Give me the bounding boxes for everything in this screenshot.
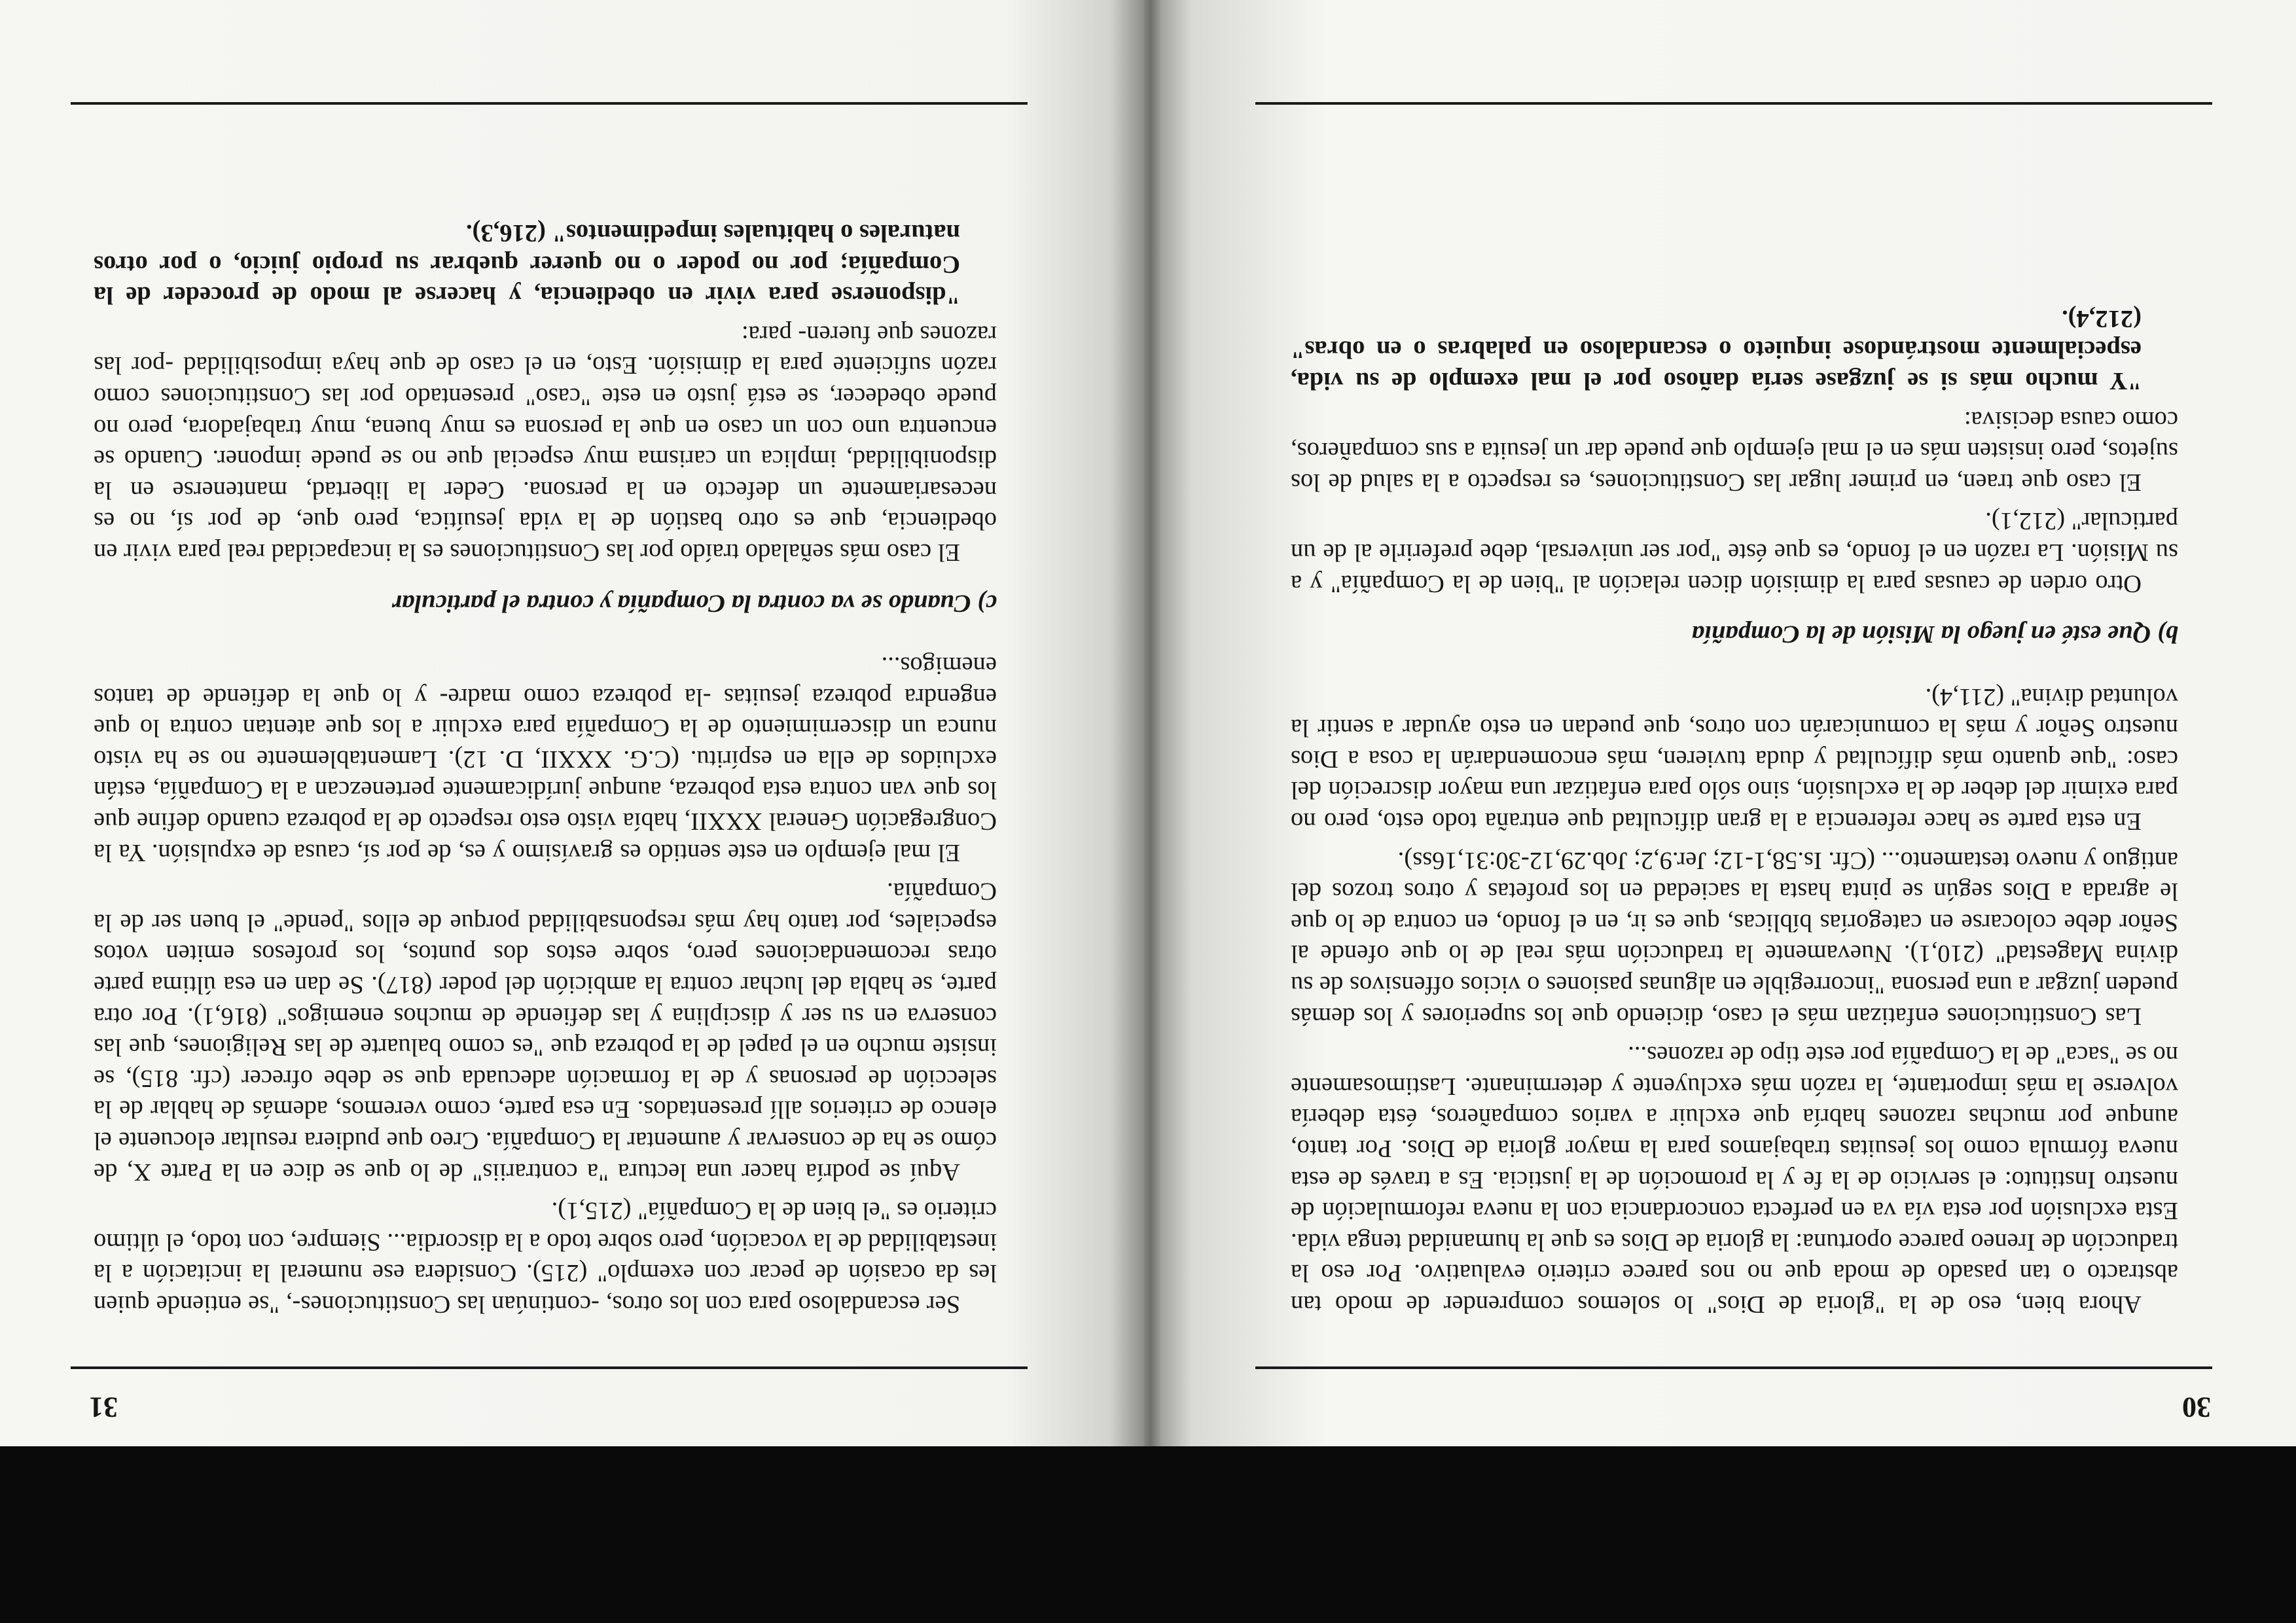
bottom-rule: [1255, 102, 2212, 105]
paragraph: El caso más señalado traído por las Constituciones es la incapacidad real para vivir en obediencia, que es otro bastión de la vida jesuítica, pero que, de por sí, no es necesariamente un defecto en la persona. Ceder la libertad, mantenerse en la disponibilidad, implica un carisma muy especial que no se puede imponer. Cuando se encuentra uno con un caso en que la persona es muy buena, muy trabajadora, pero no puede obedecer, se está justo en este "caso" presentado por las Constituciones como razón suficiente para la dimisión. Esto, en el caso de que haya imposibilidad -por las razones que fueren- para:: [94, 320, 997, 566]
paragraph: Las Constituciones enfatizan más el caso, diciendo que los superiores y los demás pueden juzgar a una persona "incorregible en algunas pasiones o vicios offensivos de su divina Magestad" (210,1). Nuevamente la traducción más real de lo que ofende al Señor debe colocarse en categorías bíblicas, que es ir, en el fondo, en contra de lo que le agrada a Dios según se pinta hasta la saciedad en los profetas y otros trozos del antiguo y nuevo testamento... (Cfr. Is.58,1-12; Jer.9,2; Job.29,12-30:31,16ss).: [1291, 846, 2178, 1030]
top-rule: [71, 1366, 1028, 1369]
page-number: 31: [89, 1391, 118, 1423]
scanner-bed: [0, 1446, 2296, 1623]
paragraph: En esta parte se hace referencia a la gran dificultad que entraña todo esto, pero no para eximir del deber de la exclusión, sino sólo para enfatizar una mayor discreción del caso: "que quanto más difícultad y duda tuvieren, más encomendarán la cosa a Dios nuestro Señor y más la comunicarán con otros, que puedan en esto ayudar a sentir la voluntad divina" (211,4).: [1291, 683, 2178, 836]
paragraph: Otro orden de causas para la dimisión dicen relación al "bien de la Compañía" y a su Misión. La razón en el fondo, es que éste "por ser universal, debe preferirle al de un particular" (212,1).: [1291, 507, 2178, 597]
paragraph: El mal ejemplo en este sentido es gravísimo y es, de por sí, causa de expulsión. Ya la Congregación General XXXII, había visto esto respecto de la pobreza cuando define que los que van contra esta pobreza, aunque jurídicamente pertenezcan a la Compañía, están excluidos de ella en espíritu. (C.G. XXXII, D. 12). Lamentablemente no se ha visto nunca un discernimiento de la Compañía para excluir a los que atentan contra lo que engendra pobreza jesuitas -la pobreza como madre- y lo que la defiende de tantos enemigos...: [94, 652, 997, 866]
page-number: 30: [2182, 1391, 2211, 1423]
section-heading: c) Cuando se va contra la Compañía y contra el particular: [391, 589, 997, 617]
block-quote: "Y mucho más si se juzgase sería dañoso por el mal exemplo de su vida, especialmente mostrándose inquieto o escandaloso en palabras o en obras" (212,4).: [1291, 304, 2142, 395]
paragraph: Ahora bien, eso de la "gloria de Dios" lo solemos comprender de modo tan abstracto o tan pasado de moda que no nos parece criterio evaluativo. Por eso la traducción de Ireneo parece oportuna: la gloria de Dios es que la humanidad tenga vida. Esta exclusión por esta vía va en perfecta concordancia con la nueva reformulación de nuestro Instituto: el servicio de la fe y la promoción de la justicia. Es a través de esta nueva fórmula como los jesuitas trabajamos para la mayor gloria de Dios. Por tanto, aunque por muchas razones habría que excluir a varios compañeros, ésta debería volverse la más importante, la razón más excluyente y determinante. Lastimosamente no se "saca" de la Compañía por este tipo de razones...: [1291, 1041, 2178, 1318]
paragraph: El caso que traen, en primer lugar las Constituciones, es respecto a la salud de los sujetos, pero insisten más en el mal ejemplo que puede dar un jesuita a sus compañeros, como causa decisiva:: [1291, 406, 2178, 496]
section-heading: b) Que esté en juego la Misión de la Compañía: [1691, 620, 2178, 649]
paragraph: Aquí se podría hacer una lectura "a contrariis" de lo que se dice en la Parte X, de cómo se ha de conservar y aumentar la Compañía. Creo que pudiera resultar elocuente el elenco de criterios allí presentados. En esa parte, como veremos, además de hablar de la selección de personas y de la formación adecuada que se debe ofrecer (cfr. 815), se insiste mucho en el papel de la pobreza que "es como baluarte de las Religiones, que las conserva en su ser y disciplina y las defiende de muchos enemigos" (816,1). Por otra parte, se habla del luchar contra la ambición del poder (817). Se dan en esa última parte otras recomendaciones pero, sobre estos dos puntos, los profesos emiten votos especiales, por tanto hay más responsabilidad porque de ellos "pende" el buen ser de la Compañía.: [94, 878, 997, 1186]
paragraph: Ser escandaloso para con los otros, -continúan las Constituciones-, "se entiende quien les da ocasión de pecar con exemplo" (215). Considera ese numeral la incitación a la inestabilidad de la vocación, pero sobre todo a la discordia... Siempre, con todo, el último criterio es "el bien de la Compañía" (215,1).: [94, 1197, 997, 1318]
top-rule: [1255, 1366, 2212, 1369]
page-body: [1291, 302, 2178, 1319]
page-30: [1157, 0, 2296, 1446]
bottom-rule: [71, 102, 1028, 105]
block-quote: "disponerse para vivir en obediencia, y hacerse al modo de proceder de la Compañía; por no poder o no querer quebrar su propio juicio, o por otros naturales o habituales impedimentos" (216,3).: [94, 219, 960, 310]
page-body: [94, 217, 997, 1319]
page-31: [0, 0, 1144, 1446]
